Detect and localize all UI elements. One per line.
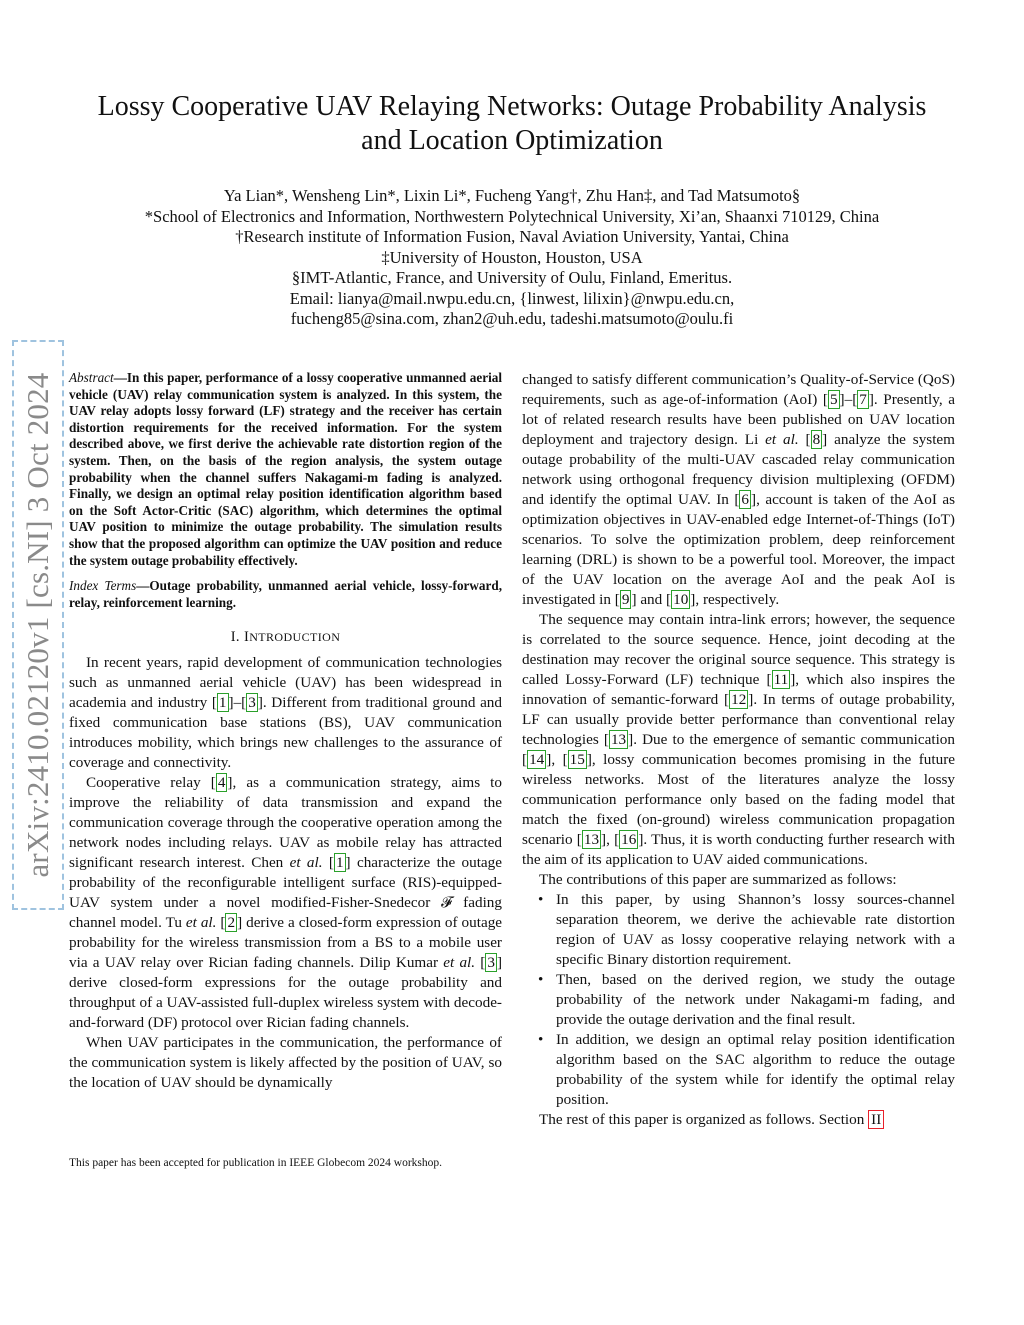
organization-paragraph — [522, 1110, 955, 1130]
author-list: Ya Lian*, Wensheng Lin*, Lixin Li*, Fucheng Yang†, Zhu Han‡, and Tad Matsumoto§ — [223, 186, 801, 205]
text-run: , respectively. — [695, 591, 780, 608]
citation-link[interactable]: 15 — [569, 751, 585, 768]
abstract-text: —In this paper, performance of a lossy cooperative unmanned aerial vehicle (UAV) relay communication system is analyzed. In this system, the UAV relay adopts lossy forward (LF) strategy and the receiver has certain distortion requirements for the received information. For the system described above, we first derive the achievable rate distortion region of the system. Then, on the basis of the region analysis, the system outage probability when the channel suffers Nakagami-m fading is analyzed. Finally, we design an optimal relay position identification algorithm based on the Soft Actor-Critic (SAC) algorithm, which determines the optimal UAV position to minimize the outage probability. The simulation results show that the proposed algorithm can optimize the UAV position and reduce the system outage probability effectively. — [69, 370, 502, 568]
citation-link[interactable]: 2 — [227, 914, 236, 932]
citation-link[interactable]: 9 — [621, 591, 630, 608]
citation-link[interactable]: 11 — [773, 671, 789, 688]
text-run: , — [606, 831, 615, 848]
arxiv-id-text: arXiv:2410.02120v1 [cs.NI] 3 Oct 2024 — [20, 372, 55, 878]
abstract-label: Abstract — [69, 370, 114, 385]
citation-link[interactable]: 13 — [610, 731, 627, 748]
citation-link[interactable]: 14 — [529, 751, 545, 768]
text-run: The rest of this paper is organized as follows. Section — [539, 1111, 869, 1128]
intro-paragraph-2: Cooperative relay [ 4 ], as a communication strategy, aims to improve the reliability of data transmission and expand the communication coverage through the cooperative operation among the network nodes including relays. UAV as mobile relay has attracted significant research interest. Chen et al. [ 1 ] characterize the outage probability of the reconfigurable intelligent surface (RIS)-equipped-UAV system under a novel modified-Fisher-Snedecor 𝓕 fading channel model. Tu et al. [ 2 ] derive a closed-form expression of outage probability for the wireless transmission from a BS to a mobile user via a UAV relay over Rician fading channels. Dilip Kumar et al. [ 3 ] derive closed-form expressions for the outage probability and throughput of a UAV-assisted full-duplex wireless system with decode-and-forward (DF) protocol over Rician fading channels. — [69, 774, 503, 1032]
email-line-2: fucheng85@sina.com, zhan2@uh.edu, tadeshi.matsumoto@oulu.fi — [290, 309, 734, 328]
citation-link[interactable]: 3 — [487, 954, 495, 972]
citation-link[interactable]: 5 — [829, 391, 838, 408]
right-column — [522, 370, 955, 1130]
affiliation-4: §IMT-Atlantic, France, and University of Oulu, Finland, Emeritus. — [291, 268, 733, 287]
text-run: . Due to the emergence of semantic communication — [633, 731, 955, 748]
citation-link[interactable]: 10 — [673, 591, 689, 608]
intro-paragraph-3: When UAV participates in the communication, the performance of the communication system is likely affected by the position of UAV, so the location of UAV should be dynamically — [69, 1034, 502, 1092]
citation-link[interactable]: 3 — [248, 694, 256, 712]
section-title: NTRODUCTION — [249, 630, 341, 645]
text-run: , which also inspires the innovation of semantic-forward — [522, 671, 955, 708]
contributions-intro: The contributions of this paper are summarized as follows: — [539, 871, 897, 888]
text-run: , lossy communication becomes promising in the future wireless networks. Most of the literatures analyze the lossy communication performance only based on the fading model that match the fixed (on-ground) wireless communication propagation scenario — [522, 751, 955, 848]
index-terms — [69, 578, 502, 611]
text-run: Cooperative relay — [86, 774, 211, 792]
text-run: derive closed-form expressions for the outage probability and throughput of a UAV-assisted full-duplex wireless system with decode-and-forward (DF) protocol over Rician fading channels. — [69, 974, 502, 1032]
text-run: , — [551, 751, 563, 768]
et-al: et al. — [185, 914, 217, 932]
abstract — [69, 370, 502, 569]
footnote: This paper has been accepted for publication in IEEE Globecom 2024 workshop. — [69, 1157, 442, 1169]
paper-title — [60, 90, 964, 158]
list-item: • In this paper, by using Shannon’s lossy sources-channel separation theorem, we derive the achievable rate distortion region of UAV as lossy cooperative relaying network with a specific Binary distortion requirement. — [556, 890, 955, 970]
email-line-1: Email: lianya@mail.nwpu.edu.cn, {linwest, lilixin}@nwpu.edu.cn, — [289, 288, 735, 308]
text-run: changed to satisfy different communication’s Quality-of-Service (QoS) requirements, such as age-of-information (AoI) — [522, 371, 955, 408]
affiliation-1: *School of Electronics and Information, Northwestern Polytechnical University, Xi’an, Shaanxi 710129, China — [144, 206, 880, 226]
et-al: et al. — [289, 854, 323, 872]
left-column — [69, 370, 502, 1093]
text-run: and — [636, 591, 667, 608]
text-run: In recent years, rapid development of communication technologies such as unmanned aerial vehicle (UAV) has been widespread in academia and industry — [69, 654, 502, 712]
text-run — [216, 914, 220, 931]
text-run: – — [233, 694, 242, 712]
intro-paragraph-4: The sequence may contain intra-link errors; however, the sequence is correlated to the source sequence. Hence, joint decoding at the destination may recover the original source sequence. This strategy is called Lossy-Forward (LF) technique [ 11 ], which also inspires the innovation of semantic-forward [ 12 ]. In terms of outage probability, LF can usually provide better performance than conventional relay technologies [ 13 ]. Due to the emergence of semantic communication [ 14 ], [ 15 ], lossy communication becomes promising in the future wireless networks. Most of the literatures analyze the lossy communication performance only based on the fading model that match the fixed (on-ground) wireless communication propagation scenario [ 13 ], [ 16 ]. Thus, it is worth conducting further research with the aim of its application to UAV aided communications. — [522, 611, 955, 868]
citation-link[interactable]: 12 — [731, 691, 747, 708]
text-run: . Presently, a lot of related research results have been published on UAV location deployment and trajectory design. Li — [522, 391, 955, 448]
text-run: derive a closed-form expression of outage probability for the wireless transmission from a BS to a mobile user via a UAV relay over Rician fading channels. Dilip Kumar — [69, 914, 503, 972]
text-run: , as a communication strategy, aims to improve the reliability of data transmission and expand the communication coverage through the cooperative operation among the network nodes including relays. UAV as mobile relay has attracted significant research interest. Chen — [69, 774, 502, 872]
index-terms-label: Index Terms — [69, 578, 137, 594]
index-terms-text: —Outage probability, unmanned aerial vehicle, lossy-forward, relay, reinforcement learning. — [69, 578, 502, 610]
citation-link[interactable]: 8 — [812, 431, 821, 448]
citation-link[interactable]: 13 — [583, 831, 600, 848]
text-run: The sequence may contain intra-link errors; however, the sequence is correlated to the source sequence. Hence, joint decoding at the destination may recover the original source sequence. This strategy is called Lossy-Forward (LF) technique — [522, 611, 955, 688]
title-line-1: Lossy Cooperative UAV Relaying Networks: Outage Probability Analysis — [97, 91, 927, 122]
section-heading-introduction — [69, 627, 502, 647]
intro-paragraph-3-continued: changed to satisfy different communication’s Quality-of-Service (QoS) requirements, such as age-of-information (AoI) [ 5 ]–[ 7 ]. Presently, a lot of related research results have been published on UAV location deployment and trajectory design. Li et al. [ 8 ] analyze the system outage probability of the multi-UAV cascaded relay communication network using orthogonal frequency division multiplexing (OFDM) and identify the optimal UAV. In [ 6 ], account is taken of the AoI as optimization objectives in UAV-enabled edge Internet-of-Things (IoT) scenarios. To solve the optimization problem, deep reinforcement learning (DRL) is shown to be a powerful tool. Moreover, the impact of the UAV location on the average AoI and the peak AoI is investigated in [ 9 ] and [ 10 ], respectively. — [522, 371, 955, 608]
citation-link[interactable]: 7 — [859, 391, 867, 408]
arxiv-identifier-stamp — [12, 340, 64, 910]
list-item: • Then, based on the derived region, we study the outage probability of the network under Nakagami-m fading, and provide the outage derivation and the final result. — [556, 970, 955, 1030]
text-run — [475, 954, 480, 971]
text-run: . In terms of outage probability, LF can usually provide better performance than conventional relay technologies — [522, 691, 955, 748]
title-line-2: and Location Optimization — [361, 125, 663, 156]
text-run: characterize the outage probability of the reconfigurable intelligent surface (RIS)-equipped-UAV system under a novel modified-Fisher-Snedecor 𝓕 fading channel model. Tu — [69, 854, 503, 932]
list-item: • In addition, we design an optimal relay position identification algorithm based on the SAC algorithm to reduce the outage probability of the system while for identify the optimal relay position. — [556, 1030, 955, 1110]
citation-link[interactable]: 1 — [335, 854, 344, 872]
et-al: et al. — [443, 954, 476, 972]
et-al: et al. — [765, 431, 799, 448]
author-block — [60, 186, 964, 330]
citation-link[interactable]: 16 — [621, 831, 637, 848]
text-run — [799, 431, 806, 448]
text-run: . Different from traditional ground and fixed communication base stations (BS), UAV communication introduces mobility, which brings new challenges to the assurance of coverage and connectivity. — [69, 694, 502, 772]
section-reference-link[interactable]: II — [868, 1110, 884, 1129]
section-numeral: I. I — [230, 629, 250, 646]
text-run: analyze the system outage probability of the multi-UAV cascaded relay communication network using orthogonal frequency division multiplexing (OFDM) and identify the optimal UAV. In — [522, 431, 955, 508]
citation-link[interactable]: 6 — [741, 491, 749, 508]
text-run: . Thus, it is worth conducting further research with the aim of its application to UAV aided communications. — [522, 831, 955, 868]
affiliation-3: ‡University of Houston, Houston, USA — [381, 247, 643, 267]
citation-link[interactable]: 4 — [217, 774, 226, 792]
intro-paragraph-1: In recent years, rapid development of communication technologies such as unmanned aerial vehicle (UAV) has been widespread in academia and industry [ 1 ]–[ 3 ]. Different from traditional ground and fixed communication base stations (BS), UAV communication introduces mobility, which brings new challenges to the assurance of coverage and connectivity. — [69, 654, 502, 772]
text-run — [323, 854, 329, 871]
text-run: – — [844, 391, 853, 408]
contributions-list — [522, 890, 955, 1110]
citation-link[interactable]: 1 — [218, 694, 227, 712]
text-run: , account is taken of the AoI as optimization objectives in UAV-enabled edge Internet-of-Things (IoT) scenarios. To solve the optimization problem, deep reinforcement learning (DRL) is shown to be a powerful tool. Moreover, the impact of the UAV location on the average AoI and the peak AoI is investigated in — [522, 491, 955, 608]
affiliation-2: †Research institute of Information Fusion, Naval Aviation University, Yantai, China — [235, 227, 789, 246]
